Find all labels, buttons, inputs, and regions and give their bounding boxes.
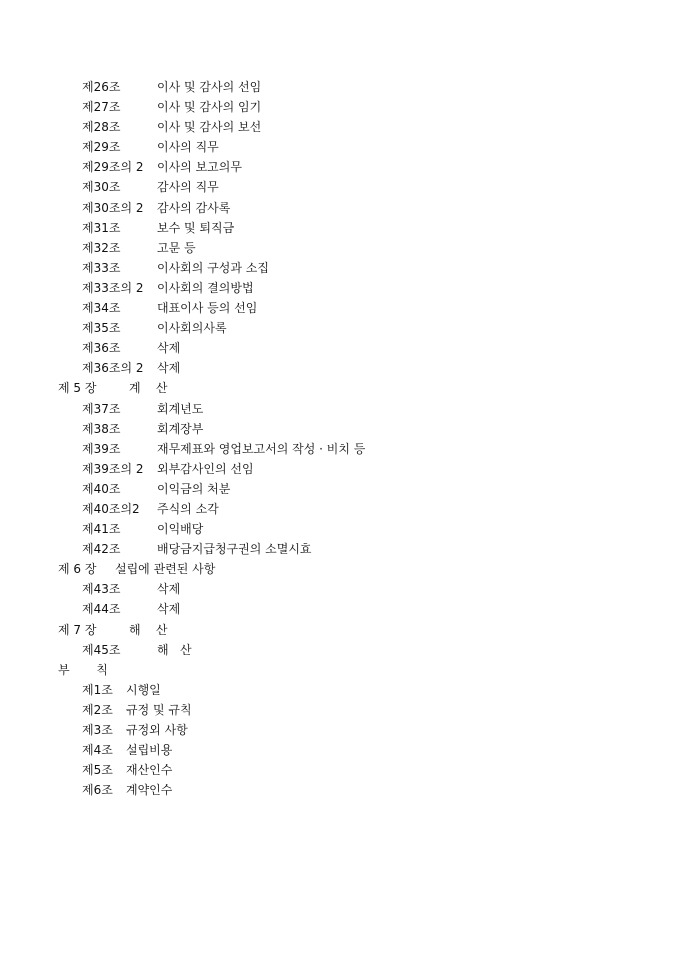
article-number: 제36조 xyxy=(82,341,121,356)
toc-chapter-row xyxy=(0,559,680,579)
article-number: 제6조 xyxy=(82,783,113,798)
toc-row xyxy=(0,640,680,660)
article-title: 이사 및 감사의 보선 xyxy=(157,120,262,135)
article-number: 제2조 xyxy=(82,702,113,717)
addendum-heading: 부 칙 xyxy=(58,662,108,677)
article-title: 이익금의 처분 xyxy=(157,481,231,496)
toc-chapter-row xyxy=(0,620,680,640)
article-number: 제33조의 2 xyxy=(82,280,144,295)
toc-row xyxy=(0,479,680,499)
article-title: 삭제 xyxy=(157,361,181,376)
article-number: 제41조 xyxy=(82,522,121,537)
article-title: 삭제 xyxy=(157,602,181,617)
toc-row xyxy=(0,338,680,358)
chapter-title: 계 산 xyxy=(129,381,168,396)
article-title: 해 산 xyxy=(157,642,192,657)
toc-row xyxy=(0,499,680,519)
article-number: 제31조 xyxy=(82,220,121,235)
toc-row xyxy=(0,97,680,117)
article-number: 제30조 xyxy=(82,180,121,195)
article-title: 이사 및 감사의 선임 xyxy=(157,80,262,94)
article-number: 제29조의 2 xyxy=(82,160,144,175)
article-title: 삭제 xyxy=(157,341,181,356)
article-number: 제33조 xyxy=(82,260,121,275)
article-number: 제29조 xyxy=(82,140,121,155)
toc-row xyxy=(0,780,680,800)
chapter-title: 설립에 관련된 사항 xyxy=(115,562,216,577)
toc-row xyxy=(0,298,680,318)
article-number: 제40조 xyxy=(82,481,121,496)
toc-row xyxy=(0,599,680,619)
article-title: 이사의 보고의무 xyxy=(157,160,242,175)
article-number: 제36조의 2 xyxy=(82,361,144,376)
chapter-title: 해 산 xyxy=(129,622,168,637)
article-title: 이사의 직무 xyxy=(157,140,219,155)
toc-row xyxy=(0,700,680,720)
article-number: 제32조 xyxy=(82,240,121,255)
article-title: 주식의 소각 xyxy=(157,501,219,516)
article-number: 제5조 xyxy=(82,763,113,778)
article-number: 제38조 xyxy=(82,421,121,436)
article-number: 제3조 xyxy=(82,723,113,737)
article-number: 제43조 xyxy=(82,582,121,597)
article-title: 감사의 직무 xyxy=(157,180,219,195)
toc-row xyxy=(0,740,680,760)
article-title: 삭제 xyxy=(157,582,181,597)
article-number: 제42조 xyxy=(82,542,121,557)
toc-row xyxy=(0,258,680,278)
toc-row xyxy=(0,358,680,378)
article-number: 제1조 xyxy=(82,682,113,697)
article-title: 시행일 xyxy=(126,682,161,697)
toc-row xyxy=(0,218,680,238)
article-title: 재산인수 xyxy=(126,763,173,778)
article-number: 제39조의 2 xyxy=(82,461,144,476)
toc-row xyxy=(0,579,680,599)
article-title: 설립비용 xyxy=(126,743,173,758)
toc-row xyxy=(0,539,680,559)
article-title: 이사 및 감사의 임기 xyxy=(157,100,262,115)
article-number: 제28조 xyxy=(82,120,121,135)
article-title: 계약인수 xyxy=(126,783,173,798)
article-number: 제26조 xyxy=(82,80,121,94)
article-title: 이사회의 구성과 소집 xyxy=(157,260,269,275)
table-of-contents xyxy=(0,77,680,800)
toc-row xyxy=(0,720,680,740)
toc-row xyxy=(0,177,680,197)
toc-row xyxy=(0,157,680,177)
toc-row xyxy=(0,519,680,539)
toc-row xyxy=(0,77,680,97)
toc-chapter-row xyxy=(0,378,680,398)
article-title: 이사회의 결의방법 xyxy=(157,280,254,295)
article-title: 고문 등 xyxy=(157,240,196,255)
toc-row xyxy=(0,137,680,157)
article-title: 규정 및 규칙 xyxy=(126,702,192,717)
article-number: 제35조 xyxy=(82,321,121,336)
article-number: 제39조 xyxy=(82,441,121,456)
article-title: 재무제표와 영업보고서의 작성 · 비치 등 xyxy=(157,441,366,456)
article-title: 회계년도 xyxy=(157,401,204,416)
article-number: 제44조 xyxy=(82,602,121,617)
chapter-number: 제 5 장 xyxy=(58,381,97,396)
toc-addendum-row xyxy=(0,660,680,680)
toc-row xyxy=(0,117,680,137)
article-title: 규정외 사항 xyxy=(126,723,188,737)
article-title: 이익배당 xyxy=(157,522,204,537)
toc-row xyxy=(0,760,680,780)
article-number: 제4조 xyxy=(82,743,113,758)
toc-row xyxy=(0,419,680,439)
toc-row xyxy=(0,238,680,258)
toc-row xyxy=(0,459,680,479)
toc-row xyxy=(0,318,680,338)
toc-row xyxy=(0,278,680,298)
toc-row xyxy=(0,399,680,419)
toc-row xyxy=(0,439,680,459)
article-number: 제27조 xyxy=(82,100,121,115)
toc-row xyxy=(0,198,680,218)
article-title: 보수 및 퇴직금 xyxy=(157,220,235,235)
toc-row xyxy=(0,680,680,700)
article-title: 외부감사인의 선임 xyxy=(157,461,254,476)
article-number: 제34조 xyxy=(82,301,121,316)
article-number: 제37조 xyxy=(82,401,121,416)
article-number: 제40조의2 xyxy=(82,501,140,516)
chapter-number: 제 7 장 xyxy=(58,622,97,637)
chapter-number: 제 6 장 xyxy=(58,562,97,577)
article-title: 이사회의사록 xyxy=(157,321,227,336)
article-title: 회계장부 xyxy=(157,421,204,436)
article-number: 제45조 xyxy=(82,642,121,657)
article-number: 제30조의 2 xyxy=(82,200,144,215)
article-title: 배당금지급청구권의 소멸시효 xyxy=(157,542,312,557)
article-title: 감사의 감사록 xyxy=(157,200,231,215)
article-title: 대표이사 등의 선임 xyxy=(157,301,258,316)
